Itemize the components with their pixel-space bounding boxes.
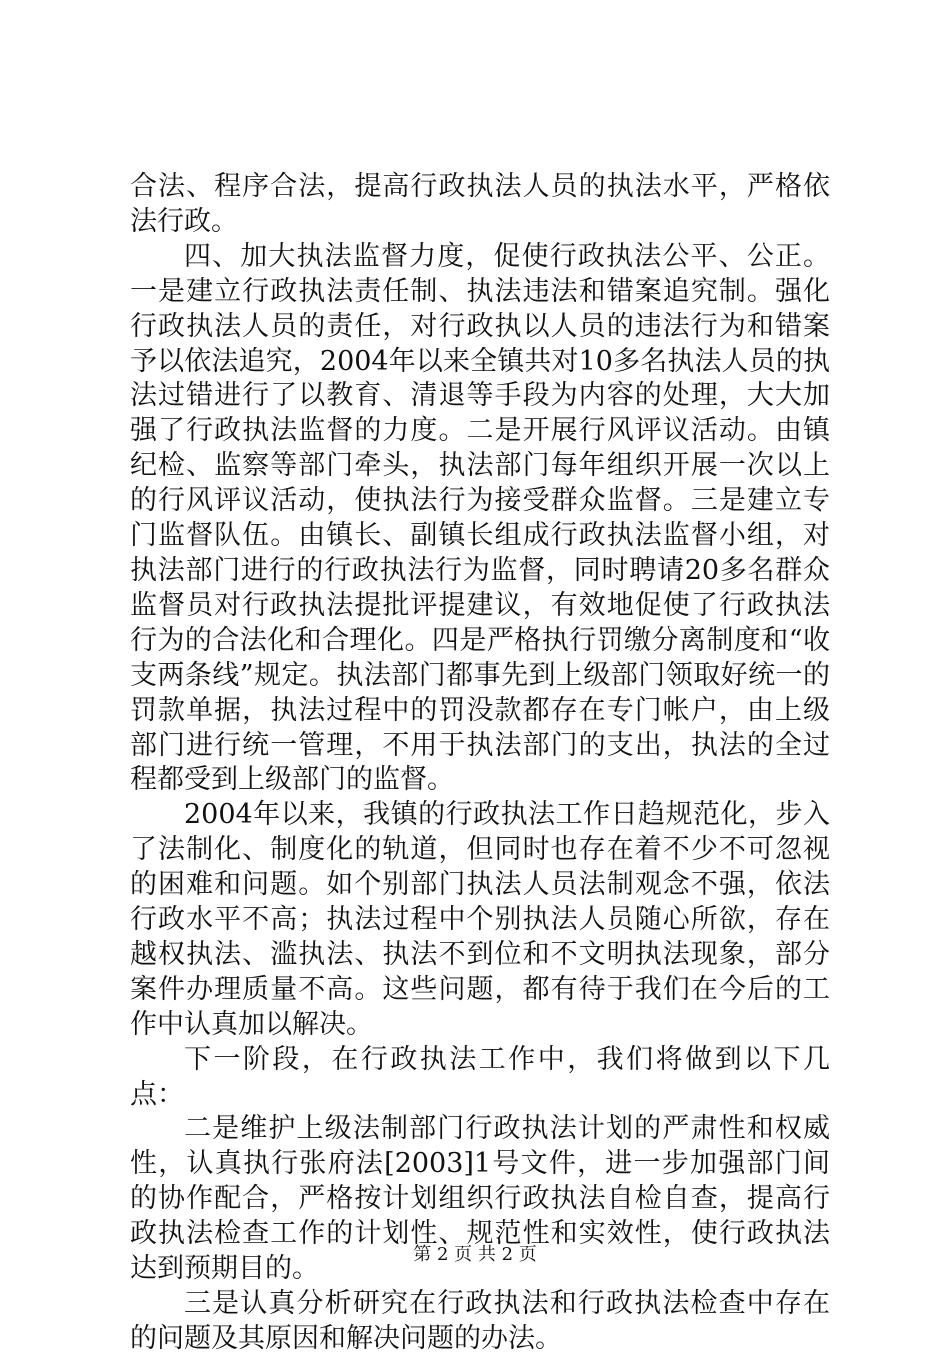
- paragraph-point-three: 三是认真分析研究在行政执法和行政执法检查中存在的问题及其原因和解决问题的办法。: [130, 1288, 830, 1354]
- page-number-footer: 第 2 页 共 2 页: [413, 1244, 537, 1265]
- paragraph-next-stage: 下一阶段，在行政执法工作中，我们将做到以下几点：: [130, 1043, 830, 1110]
- paragraph-continuation: 合法、程序合法，提高行政执法人员的执法水平，严格依法行政。: [130, 171, 830, 237]
- paragraph-supervision: 四、加大执法监督力度，促使行政执法公平、公正。一是建立行政执法责任制、执法违法和错案追究制。强化行政执法人员的责任，对行政执以人员的违法行为和错案予以依法追究，2004年以来全镇共对10多名执法人员的执法过错进行了以教育、清退等手段为内容的处理，大大加强了行政执法监督的力度。二是开展行风评议活动。由镇纪检、监察等部门牵头，执法部门每年组织开展一次以上的行风评议活动，使执法行为接受群众监督。三是建立专门监督队伍。由镇长、副镇长组成行政执法监督小组，对执法部门进行的行政执法行为监督，同时聘请20多名群众监督员对行政执法提批评提建议，有效地促使了行政执法行为的合法化和合理化。四是严格执行罚缴分离制度和“收支两条线”规定。执法部门都事先到上级部门领取好统一的罚款单据，执法过程中的罚没款都存在专门帐户，由上级部门进行统一管理，不用于执法部门的支出，执法的全过程都受到上级部门的监督。: [130, 240, 830, 796]
- paragraph-point-two: 二是维护上级法制部门行政执法计划的严肃性和权威性，认真执行张府法[2003]1号文件，进一步加强部门间的协作配合，严格按计划组织行政执法自检自查，提高行政执法检查工作的计划性、规范性和实效性，使行政执法达到预期目的。: [130, 1113, 830, 1285]
- paragraph-problems: 2004年以来，我镇的行政执法工作日趋规范化，步入了法制化、制度化的轨道，但同时也存在着不少不可忽视的困难和问题。如个别部门执法人员法制观念不强，依法行政水平不高；执法过程中个别执法人员随心所欲，存在越权执法、滥执法、执法不到位和不文明执法现象，部分案件办理质量不高。这些问题，都有待于我们在今后的工作中认真加以解决。: [130, 799, 830, 1040]
- document-body: [130, 170, 830, 1357]
